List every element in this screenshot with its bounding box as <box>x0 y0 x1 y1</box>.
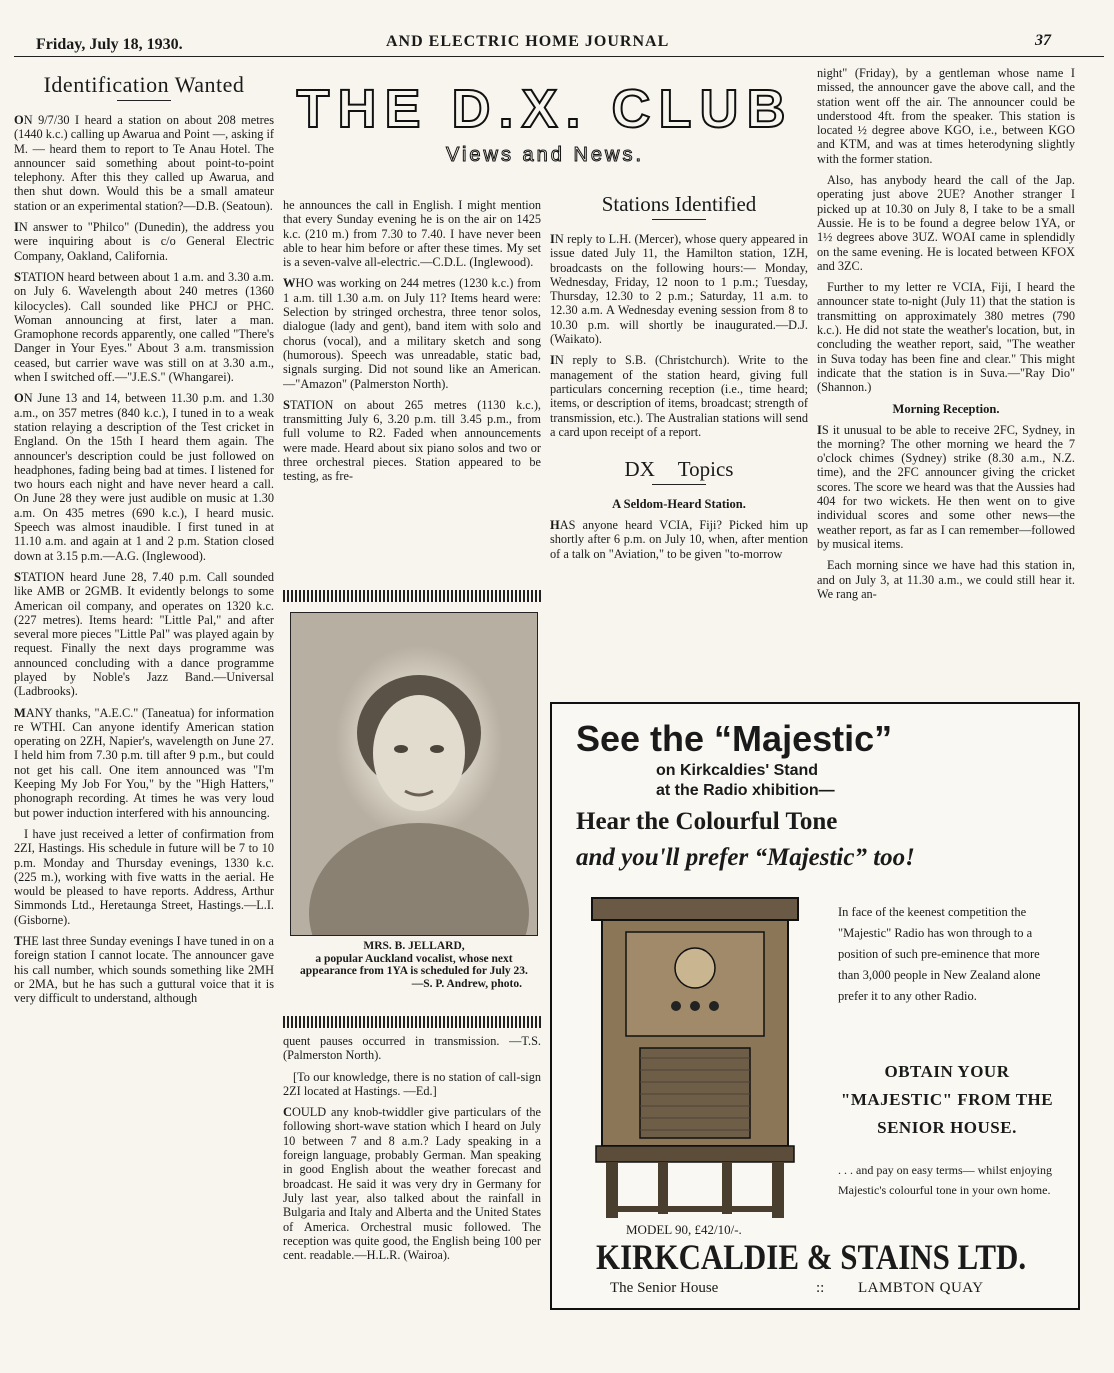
ad-footer-right: LAMBTON QUAY <box>858 1280 984 1296</box>
col1-items <box>14 113 274 1006</box>
heading-rule <box>652 484 706 485</box>
ad-terms-text: . . . and pay on easy terms— whilst enjoying Majestic's colourful tone in your own home. <box>838 1163 1052 1197</box>
ad-exhibition-line: at the Radio xhibition— <box>656 782 835 799</box>
caption-credit: —S. P. Andrew, photo. <box>411 977 522 990</box>
letter-item: IN reply to S.B. (Christchurch). Write to the management of the station heard, giving full particulars concerning reception (i.e., time heard; items, or description of items, broadcast; strength of transmission, etc.). The Australian stations will send a card upon receipt of a report. <box>550 353 808 439</box>
ad-tone-line: Hear the Colourful Tone <box>576 808 838 835</box>
letter-item: THE last three Sunday evenings I have tuned in on a foreign station I cannot locate. The announcer gave his call number, which sounds something like 2MH or 2MA, but he has such a guttural voice that it is very difficult to understand, although <box>14 934 274 1006</box>
radio-cabinet-illustration <box>586 888 804 1224</box>
portrait-image <box>291 613 537 935</box>
column-2-bottom <box>283 1034 541 1344</box>
dx-club-title: THE D.X. CLUB <box>296 79 794 139</box>
ad-stand-line: on Kirkcaldies' Stand <box>656 762 819 779</box>
letter-item: Also, has anybody heard the call of the Jap. operating just above 2UE? Another stranger I picked up at 10.30 on July 8, I take to be a small Aussie. He is to be found a degree below 1YA, or 1½ degrees above 3UZ. WOAI came in splendidly on the same evening. He is located between KFOX and 3ZC. <box>817 173 1075 273</box>
ad-footer-left: The Senior House <box>610 1280 719 1296</box>
section-heading-identification: Identification Wanted <box>43 72 245 97</box>
caption-name: MRS. B. JELLARD, <box>363 940 465 952</box>
letter-item: he announces the call in English. I might mention that every Sunday evening he is on the air on 1425 k.c. (210 m.) from 7.30 to 7.40. I have never been able to hear him before or after these times. My set is a seven-valve all-electric.—C.D.L. (Inglewood). <box>283 198 541 270</box>
letter-item: Each morning since we have had this station in, and on July 3, at 11.30 a.m., we could still hear it. We rang an- <box>817 558 1075 601</box>
issue-date: Friday, July 18, 1930. <box>36 36 183 53</box>
ad-headline: See the “Majestic” <box>576 718 893 759</box>
letter-item: WHO was working on 244 metres (1230 k.c.) from 1 a.m. till 1.30 a.m. on July 11? Items heard were: Selection by stringed orchestra, three tenor solos, dialogue (lady and gent), band item with solo and chorus (vocal), and a military sketch and song (humorous). Speech was unreadable, static bad, signals surging. Did not sound like an American.—"Amazon" (Palmerston North). <box>283 276 541 391</box>
dx-club-banner <box>285 78 805 167</box>
letter-item: STATION heard June 28, 7.40 p.m. Call sounded like AMB or 2GMB. It evidently belongs to some American oil company, and operates on 1320 k.c. (227 metres). Items heard: "Little Pal," and after several more pieces "Little Pal" was played again by request. Finally the next days programme was announced concluding with a dance programme played by Noble's Jazz Band.—Universal (Ladbrooks). <box>14 569 274 699</box>
letter-item: quent pauses occurred in transmission. —T.S. (Palmerston North). <box>283 1034 541 1063</box>
ad-prefer-line: and you'll prefer “Majestic” too! <box>576 844 915 871</box>
portrait-photo <box>290 612 538 936</box>
letter-item: HAS anyone heard VCIA, Fiji? Picked him up shortly after 6 p.m. on July 10, when, after mention of a talk on "Aviation," to be given "to-morrow <box>550 518 808 561</box>
column-3 <box>550 192 808 680</box>
column-2-top <box>283 198 541 583</box>
header-rule <box>14 56 1104 57</box>
editor-note: [To our knowledge, there is no station of call-sign 2ZI located at Hastings. —Ed.] <box>283 1069 541 1098</box>
decorative-divider <box>283 1016 541 1028</box>
letter-item: STATION on about 265 metres (1130 k.c.), transmitting July 6, 3.20 p.m. till 3.45 p.m., from full volume to R2. Faded when announcements were made. Heard about six piano solos and two or three orchestral pieces. Station appeared to be testing, as fre- <box>283 397 541 484</box>
heading-rule <box>652 219 706 220</box>
letter-item: IS it unusual to be able to receive 2FC, Sydney, in the morning? The other morning we heard the 7 o'clock chimes (Sydney) strike (8.30 a.m., N.Z. time), and the 2FC announcer giving the cricket scores. The score we heard was that the Aussies had 404 for two wickets. He then went on to give individual scores and some other news—the weather report, as far as I can remember—followed by musical items. <box>817 422 1075 551</box>
heading-rule <box>117 100 171 101</box>
subheading-seldom-heard: A Seldom-Heard Station. <box>612 497 746 512</box>
decorative-divider <box>283 590 541 602</box>
letter-item: ON 9/7/30 I heard a station on about 208 metres (1440 k.c.) calling up Awarua and Point —, asking if M. — heard them to report to Te Anau Hotel. The announcer said something about point-to-point telephony. After this they called up Awarua, and then shut down. Would this be a small amateur station or an experimental station?—D.B. (Seatoun). <box>14 113 274 213</box>
ad-model-price: MODEL 90, £42/10/-. <box>626 1222 742 1237</box>
letter-item: STATION heard between about 1 a.m. and 3.30 a.m. on July 6. Wavelength about 240 metres (1360 kilocycles). Call sounded like PHCJ or PHC. Woman announcing at first, later a man. Gramophone records apparently, one called "There's Danger in Your Eyes." About 3 a.m. transmission ceased, but carrier wave was still on at 3.30 a.m., when I switched off.—"J.E.S." (Whangarei). <box>14 269 274 385</box>
letter-item: night" (Friday), by a gentleman whose name I missed, the announcer gave the above call, and the station went off the air. The announcer could be understood 4ft. from the speaker. This station is located ½ degree above KGO, i.e., between KGO and KTM, and was at times heterodyning slightly with the former station. <box>817 66 1075 166</box>
majestic-advertisement <box>550 702 1080 1310</box>
letter-item: Further to my letter re VCIA, Fiji, I heard the announcer state to-night (July 11) that the station is transmitting on approximately 380 metres (790 k.c.). He did not state the weather's location, but, in concluding the weather report, said, "The weather in Suva today has been fine and clear." This might indicate that the station is in Suva.—"Ray Dio" (Shannon.) <box>817 280 1075 395</box>
subheading-morning-reception: Morning Reception. <box>892 401 1000 416</box>
column-4 <box>817 66 1075 680</box>
letter-item: COULD any knob-twiddler give particulars of the following short-wave station which I heard on July 10 between 7 and 8 a.m.? Lady speaking in a foreign language, probably German. Man speaking in good English about the weather forecast and broadcast. He said it was very dry in Germany for July last year, also talked about the rainfall in Bulgaria and Italy and Alberta and the United States of America. Orchestral music followed. The reception was quite good, the English being 100 per cent. readable.—H.L.R. (Wairoa). <box>283 1105 541 1263</box>
ad-company-name: KIRKCALDIE & STAINS LTD. <box>596 1237 1027 1277</box>
letter-item: I have just received a letter of confirmation from 2ZI, Hastings. His schedule in future will be 7 to 10 p.m. Monday and Thursday evenings, 1330 k.c. (225 m.), working with five watts in the aerial. He would be pleased to have reports. Address, Arthur Simmonds Ltd., Heretaunga Street, Hastings.—L.I. (Gisborne). <box>14 826 274 927</box>
ad-footer-sep: :: <box>816 1280 825 1296</box>
ad-obtain-text: OBTAIN YOUR "MAJESTIC" FROM THE SENIOR HOUSE. <box>840 1062 1054 1137</box>
ad-body-text: In face of the keenest competition the "Majestic" Radio has won through to a position of such pre-eminence that more than 3,000 people in New Zealand alone prefer it to any other Radio. <box>838 905 1041 1003</box>
column-1 <box>14 72 274 1344</box>
caption-text: a popular Auckland vocalist, whose next appearance from 1YA is scheduled for July 23. <box>300 952 528 977</box>
letter-item: IN reply to L.H. (Mercer), whose query appeared in issue dated July 11, the Hamilton station, 1ZH, broadcasts on the following hours:— Monday, Wednesday, Friday, 12 noon to 1 p.m.; Tuesday, Thursday, 12.30 to 2 p.m.; Saturday, 11 a.m. to 12.30 a.m. A Wednesday evening session from 8 to 10.30 p.m. will shortly be inaugurated.—D.J. (Waikato). <box>550 232 808 347</box>
letter-item: IN answer to "Philco" (Dunedin), the address you were inquiring about is c/o General Electric Company, Oakland, California. <box>14 220 274 263</box>
dx-club-subtitle: Views and News. <box>445 144 645 166</box>
photo-caption <box>288 940 540 990</box>
page-number: 37 <box>1035 32 1051 49</box>
letter-item: ON June 13 and 14, between 11.30 p.m. and 1.30 a.m., on 357 metres (840 k.c.), I tuned in to a weak station relaying a description of the Test cricket in England. On the 15th I heard them again. The announcer's description could be just followed on headphones, fading being bad at times. I listened for two hours each night and have never heard a call. On June 28 they were just audible on music at 1.30 a.m. On 435 metres (690 k.c.), I heard music. Speech was almost inaudible. I first tuned in at 11.10 a.m. and again at 1 and 2 p.m. Station closed down at 3.15 p.m.—A.G. (Inglewood). <box>14 391 274 563</box>
journal-title: AND ELECTRIC HOME JOURNAL <box>386 33 670 50</box>
letter-item: MANY thanks, "A.E.C." (Taneatua) for information re WTHI. Can anyone identify American station operating on 2ZH, Napier's, wavelength on June 27. I held him from 7.30 p.m. till after 9 p.m., but could not get his call. One item announced was "I'm Keeping My Job For You," by the "High Hatters," phonograph recording. At times he was very loud but power induction interfered with his announcing. <box>14 705 274 820</box>
section-heading-dx-topics: DX Topics <box>624 457 734 482</box>
section-heading-stations-identified: Stations Identified <box>601 192 757 216</box>
